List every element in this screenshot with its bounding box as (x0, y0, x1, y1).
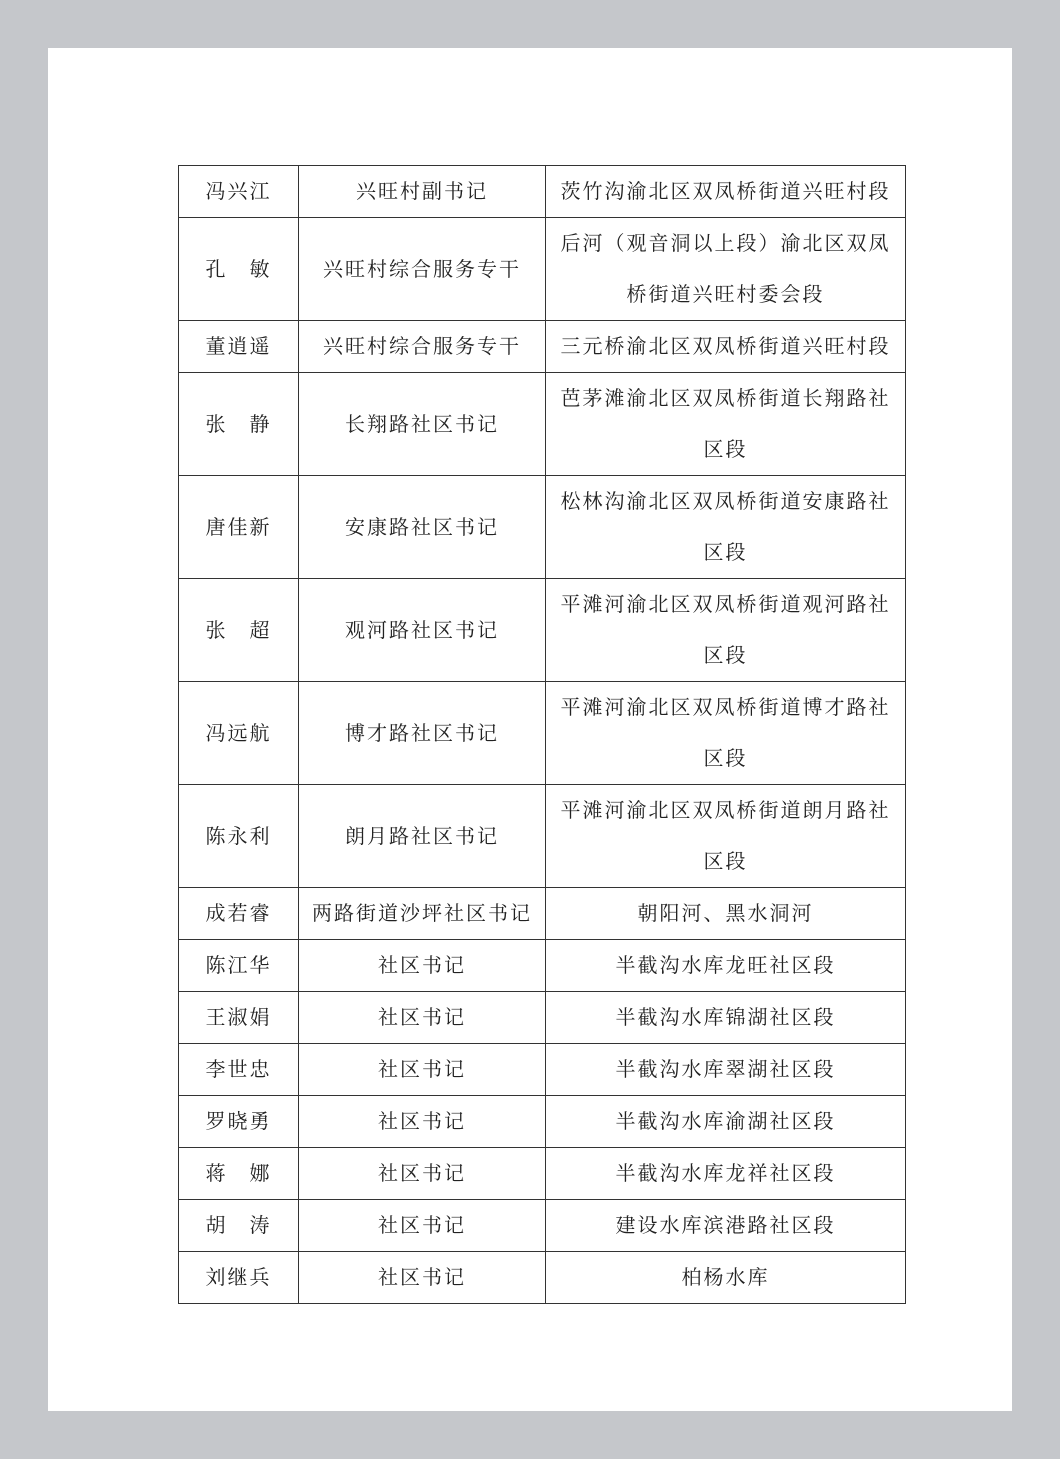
person-role: 社区书记 (299, 1252, 546, 1304)
person-name: 成若睿 (179, 888, 299, 940)
river-section: 建设水库滨港路社区段 (546, 1200, 906, 1252)
person-name: 孔 敏 (179, 218, 299, 321)
table-row (179, 992, 906, 1044)
river-section: 柏杨水库 (546, 1252, 906, 1304)
river-section: 半截沟水库翠湖社区段 (546, 1044, 906, 1096)
person-role: 观河路社区书记 (299, 579, 546, 682)
person-role: 安康路社区书记 (299, 476, 546, 579)
person-name: 王淑娟 (179, 992, 299, 1044)
river-section: 后河（观音洞以上段）渝北区双凤桥街道兴旺村委会段 (546, 218, 906, 321)
person-role: 兴旺村综合服务专干 (299, 218, 546, 321)
table-row (179, 940, 906, 992)
table-row (179, 218, 906, 321)
person-role: 兴旺村综合服务专干 (299, 321, 546, 373)
table-row (179, 166, 906, 218)
person-name: 张 静 (179, 373, 299, 476)
person-role: 社区书记 (299, 992, 546, 1044)
river-section: 半截沟水库龙旺社区段 (546, 940, 906, 992)
person-name: 胡 涛 (179, 1200, 299, 1252)
river-section: 平滩河渝北区双凤桥街道朗月路社区段 (546, 785, 906, 888)
person-name: 陈江华 (179, 940, 299, 992)
person-name: 唐佳新 (179, 476, 299, 579)
table-row (179, 888, 906, 940)
person-role: 两路街道沙坪社区书记 (299, 888, 546, 940)
person-name: 罗晓勇 (179, 1096, 299, 1148)
person-name: 冯兴江 (179, 166, 299, 218)
table-row (179, 321, 906, 373)
river-chief-table (178, 165, 906, 1304)
river-section: 松林沟渝北区双凤桥街道安康路社区段 (546, 476, 906, 579)
person-name: 刘继兵 (179, 1252, 299, 1304)
person-role: 社区书记 (299, 1044, 546, 1096)
river-section: 芭茅滩渝北区双凤桥街道长翔路社区段 (546, 373, 906, 476)
person-name: 蒋 娜 (179, 1148, 299, 1200)
document-page (48, 48, 1012, 1411)
river-section: 三元桥渝北区双凤桥街道兴旺村段 (546, 321, 906, 373)
river-section: 半截沟水库龙祥社区段 (546, 1148, 906, 1200)
river-section: 半截沟水库渝湖社区段 (546, 1096, 906, 1148)
river-section: 平滩河渝北区双凤桥街道观河路社区段 (546, 579, 906, 682)
river-section: 平滩河渝北区双凤桥街道博才路社区段 (546, 682, 906, 785)
table-row (179, 682, 906, 785)
person-role: 兴旺村副书记 (299, 166, 546, 218)
person-role: 长翔路社区书记 (299, 373, 546, 476)
table-row (179, 1148, 906, 1200)
person-name: 董逍遥 (179, 321, 299, 373)
table-row (179, 1252, 906, 1304)
person-name: 李世忠 (179, 1044, 299, 1096)
table-row (179, 476, 906, 579)
river-section: 半截沟水库锦湖社区段 (546, 992, 906, 1044)
person-role: 社区书记 (299, 1148, 546, 1200)
person-role: 社区书记 (299, 1200, 546, 1252)
person-name: 冯远航 (179, 682, 299, 785)
person-role: 博才路社区书记 (299, 682, 546, 785)
table-row (179, 579, 906, 682)
person-name: 张 超 (179, 579, 299, 682)
person-name: 陈永利 (179, 785, 299, 888)
person-role: 社区书记 (299, 940, 546, 992)
person-role: 社区书记 (299, 1096, 546, 1148)
river-section: 茨竹沟渝北区双凤桥街道兴旺村段 (546, 166, 906, 218)
table-row (179, 1096, 906, 1148)
river-section: 朝阳河、黑水洞河 (546, 888, 906, 940)
table-row (179, 1200, 906, 1252)
table-row (179, 1044, 906, 1096)
table-row (179, 785, 906, 888)
table-row (179, 373, 906, 476)
person-role: 朗月路社区书记 (299, 785, 546, 888)
